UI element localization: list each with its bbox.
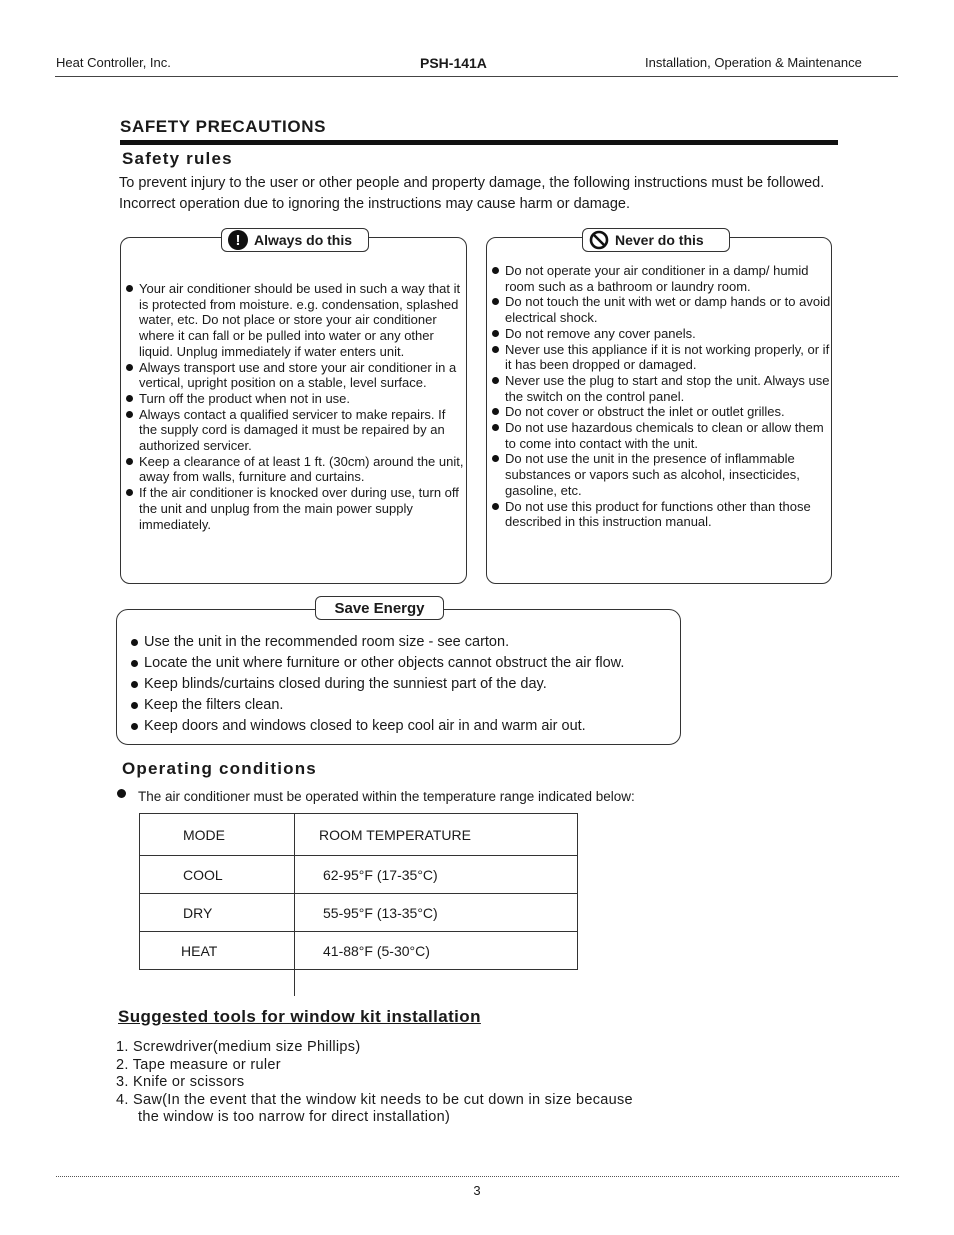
table-cell-mode: DRY (140, 894, 295, 932)
exclamation-icon: ! (228, 230, 248, 250)
always-label: Always do this (254, 232, 353, 248)
always-item: Turn off the product when not in use. (124, 391, 466, 407)
subtitle-operating-conditions: Operating conditions (122, 759, 317, 778)
header-model: PSH-141A (420, 55, 487, 71)
header-divider (55, 76, 898, 77)
never-item: Do not cover or obstruct the inlet or outlet grilles. (490, 404, 832, 420)
temperature-table (139, 813, 578, 970)
table-cell-mode: COOL (140, 856, 295, 894)
table-row (140, 856, 578, 894)
table-row (140, 932, 578, 970)
section-title-safety: SAFETY PRECAUTIONS (120, 117, 327, 136)
never-item: Never use this appliance if it is not working properly, or if it has been dropped or damaged. (490, 342, 832, 373)
tools-list (116, 1039, 633, 1127)
table-header-cell: MODE (140, 814, 295, 856)
always-item: Always contact a qualified servicer to make repairs. If the supply cord is damaged it must be repaired by an authorized servicer. (124, 407, 466, 454)
table-row (140, 894, 578, 932)
header-manual-title: Installation, Operation & Maintenance (645, 55, 862, 70)
footer-divider (56, 1176, 899, 1177)
never-list (490, 263, 832, 530)
table-header-cell: ROOM TEMPERATURE (295, 814, 578, 856)
never-tab (582, 228, 730, 252)
always-box (120, 237, 467, 584)
always-tab (221, 228, 369, 252)
always-item: Always transport use and store your air conditioner in a vertical, upright position on a stable, level surface. (124, 360, 466, 391)
energy-list (129, 632, 674, 737)
never-item: Do not use the unit in the presence of inflammable substances or vapors such as alcohol, insecticides, gasoline, etc. (490, 451, 832, 498)
subtitle-safety-rules: Safety rules (122, 149, 233, 168)
tools-item: 3. Knife or scissors (116, 1074, 245, 1090)
energy-item: Locate the unit where furniture or other objects cannot obstruct the air flow. (129, 653, 674, 674)
operating-note: The air conditioner must be operated within the temperature range indicated below: (138, 789, 635, 804)
never-item: Do not touch the unit with wet or damp hands or to avoid electrical shock. (490, 294, 832, 325)
section-title-rule (120, 140, 838, 145)
safety-intro: To prevent injury to the user or other people and property damage, the following instructions must be followed. Incorrect operation due to ignoring the instructions may cause harm or damage. (119, 175, 825, 212)
energy-label: Save Energy (334, 599, 425, 617)
always-list (124, 281, 466, 532)
header-company: Heat Controller, Inc. (56, 55, 171, 70)
never-item: Do not operate your air conditioner in a damp/ humid room such as a bathroom or laundry room. (490, 263, 832, 294)
energy-box (116, 609, 681, 745)
never-item: Do not remove any cover panels. (490, 326, 832, 342)
table-cell-temperature: 62-95°F (17-35°C) (295, 856, 578, 894)
never-item: Never use the plug to start and stop the unit. Always use the switch on the control panel. (490, 373, 832, 404)
table-cell-temperature: 55-95°F (13-35°C) (295, 894, 578, 932)
tools-item: 1. Screwdriver(medium size Phillips) (116, 1039, 361, 1055)
table-cell-mode: HEAT (140, 932, 295, 970)
subtitle-suggested-tools: Suggested tools for window kit installation (118, 1007, 481, 1026)
energy-item: Keep the filters clean. (129, 695, 674, 716)
never-item: Do not use this product for functions other than those described in this instruction manual. (490, 499, 832, 530)
tools-item: 4. Saw(In the event that the window kit needs to be cut down in size because (116, 1091, 633, 1108)
table-cell-temperature: 41-88°F (5-30°C) (295, 932, 578, 970)
table-divider-tail (294, 966, 295, 996)
energy-tab (315, 596, 444, 620)
always-item: Your air conditioner should be used in such a way that it is protected from moisture. e.g. condensation, splashed water, etc. Do not place or store your air conditioner where it can fall or be pulled into water or any other liquid. Unplug immediately if water enters unit. (124, 281, 466, 360)
energy-item: Use the unit in the recommended room size - see carton. (129, 632, 674, 653)
energy-item: Keep blinds/curtains closed during the sunniest part of the day. (129, 674, 674, 695)
never-label: Never do this (615, 232, 704, 248)
never-item: Do not use hazardous chemicals to clean or allow them to come into contact with the unit. (490, 420, 832, 451)
page-number: 3 (473, 1183, 481, 1198)
always-item: Keep a clearance of at least 1 ft. (30cm) around the unit, away from walls, furniture and curtains. (124, 454, 466, 485)
tools-item-continued: the window is too narrow for direct installation) (138, 1109, 451, 1125)
energy-item: Keep doors and windows closed to keep cool air in and warm air out. (129, 716, 674, 737)
bullet-icon (117, 789, 126, 798)
always-item: If the air conditioner is knocked over during use, turn off the unit and unplug from the main power supply immediately. (124, 485, 466, 532)
never-box (486, 237, 832, 584)
table-header-row (140, 814, 578, 856)
tools-item: 2. Tape measure or ruler (116, 1056, 281, 1073)
prohibited-icon (589, 230, 609, 250)
